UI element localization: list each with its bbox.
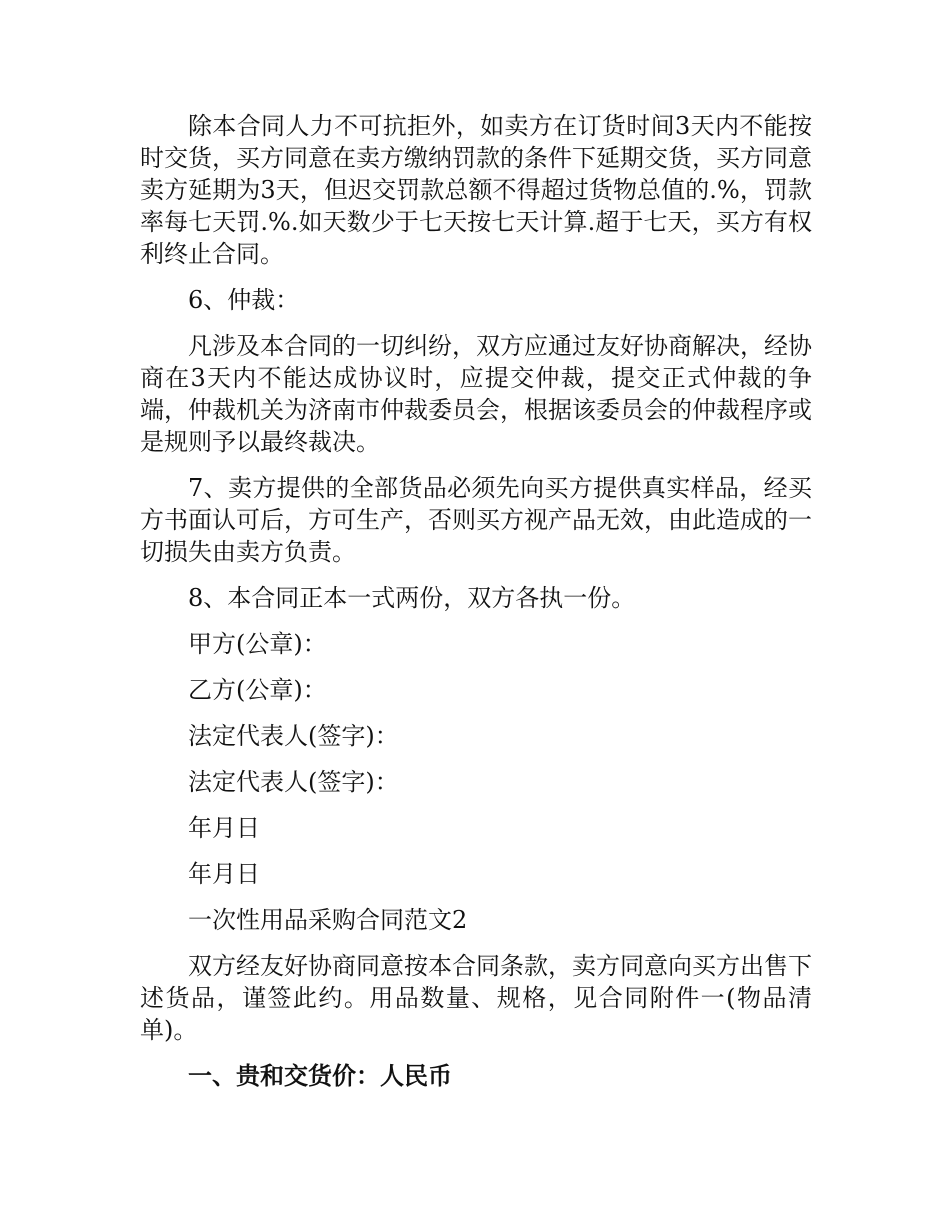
- paragraph-penalty-clause: 除本合同人力不可抗拒外，如卖方在订货时间3天内不能按时交货，买方同意在卖方缴纳罚款的条件下延期交货，买方同意卖方延期为3天，但迟交罚款总额不得超过货物总值的.%，罚款率每七天罚.%.如天数少于七天按七天计算.超于七天，买方有权利终止合同。: [140, 112, 812, 268]
- section-6-arbitration-heading: 6、仲裁：: [188, 286, 300, 314]
- section-7-sample-clause: 7、卖方提供的全部货品必须先向买方提供真实样品，经买方书面认可后，方可生产，否则买方视产品无效，由此造成的一切损失由卖方负责。: [140, 474, 812, 566]
- section-1-price-heading: 一、贵和交货价：人民币: [188, 1062, 452, 1090]
- date-line: 年月日: [188, 860, 260, 888]
- paragraph-arbitration-clause: 凡涉及本合同的一切纠纷，双方应通过友好协商解决，经协商在3天内不能达成协议时，应提交仲裁，提交正式仲裁的争端，仲裁机关为济南市仲裁委员会，根据该委员会的仲裁程序或是规则予以最终裁决。: [140, 332, 812, 456]
- legal-representative-signature-line: 法定代表人(签字)：: [188, 768, 399, 796]
- paragraph-sale-agreement: 双方经友好协商同意按本合同条款，卖方同意向买方出售下述货品，谨签此约。用品数量、规格，见合同附件一(物品清单)。: [140, 952, 812, 1044]
- sample-contract-2-title: 一次性用品采购合同范文2: [188, 906, 468, 934]
- date-line: 年月日: [188, 814, 260, 842]
- party-a-seal-line: 甲方(公章)：: [188, 630, 327, 658]
- party-b-seal-line: 乙方(公章)：: [188, 676, 327, 704]
- document-body: [140, 110, 812, 1092]
- legal-representative-signature-line: 法定代表人(签字)：: [188, 722, 399, 750]
- section-8-copies-clause: 8、本合同正本一式两份，双方各执一份。: [188, 584, 636, 612]
